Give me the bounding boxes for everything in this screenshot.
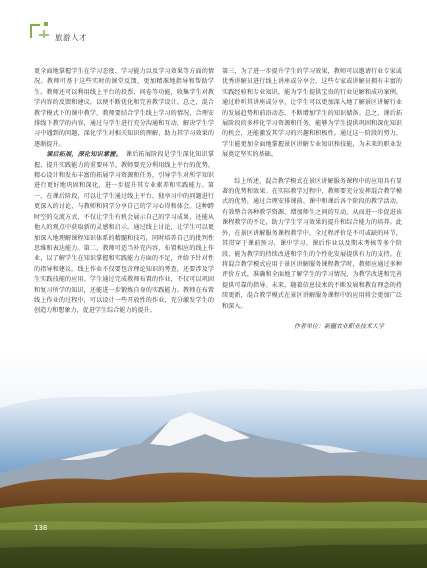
- body-paragraph: 第三，为了进一步提升学生的学习效果，教师可以邀请行业专家或优秀讲解员进行线上讲座或分享会，这些专家或讲解员拥有丰富的实践经验和专业知识，能为学生提供宝贵的行业见解和成功案例。通过聆听其讲座或分享，让学生可以更加深入地了解景区讲解行业的发展趋势和前沿动态，不断增加学生的知识储备。总之，课后拓展阶段的多样化学习资源和任务，能够为学生提供巩固和深化知识的机会，还能激发其学习的兴趣和积极性。通过这一阶段的努力，学生能更加全面地掌握景区讲解专业知识和技能，为未来的职业发展奠定坚实的基础。: [222, 68, 402, 159]
- body-paragraph: 课后拓展阶段是学生深化知识掌握、提升实践能力的重要环节。教师要充分利用线上平台的优势，精心设计和发布丰富的拓展学习资源和任务，引导学生对所学知识进行更好地巩固和深化，进一步提升其专业素养和实践能力。第一，在课后阶段，可以让学生通过线上平台，独享习中的问题进行更深入的讨论，与教师和同学分享自己的学习心得和体会。这种跨时空的交流方式，不仅让学生有机会展示自己的学习成果，还能从他人的观点中获取新的灵感和启示。通过线上讨论，让学生可以更加深入地理解课程知识体系的精髓和技巧，同时培养自己的批判性思维和表达能力。第二，教师可适当补充内容，布置相应的线上作业，以了解学生在知识掌握和实践能力方面的不足，并给予针对性的指导和建议。线上作业不仅要包含理论知识的考查，还要涉及学生实践技能的应用。学生通过完成教师布置的作业，不仅可以巩固和复习所学的知识，还能进一步锻炼自身的实践能力。教师在布置线上作业的过程中，可以设计一些开放性的作业，充分激发学生的创造力和想象力，促进学生综合能力的提升。: [34, 151, 215, 315]
- section-subheading: 课后拓展，深化知识掌握。: [46, 151, 122, 159]
- author-affiliation: 作者单位：新疆农业职业技术大学: [293, 322, 384, 330]
- mountain-landscape-photo: [0, 348, 427, 568]
- magazine-header: [0, 0, 427, 48]
- conclusion-paragraph: 综上所述，混合教学模式在景区讲解服务课程中的应用具有显著的优势和效果。在实际教学过程中，教师要充分发挥混合教学模式的优势，通过合理安排课前、课中和课后各个阶段的教学活动，有效整合各种教学资源，增加师生之间的互动，从而进一步促进该课程教学的不足，助力学生学习效果的提升和综合能力的培养。此外，在景区讲解服务课程教学中，全过程评价是不可或缺的环节，其贯穿于课前预习、课中学习、课后作业以及期末考核等多个阶段，能为教学的持续改进和学生的个性化发展提供有力的支持。在将混合教学模式应用于景区讲解服务课程教学时，教师应通过多种评价方式，准确和全面地了解学生的学习情况，为教学改进和完善提供可靠的指导。未来，随着信息技术的不断发展和教育理念的持续更新，混合教学模式在景区讲解服务课程中的应用将会更加广泛和深入。: [222, 177, 402, 310]
- magazine-name: 旅游人才: [55, 33, 87, 42]
- page-number: 138: [34, 524, 48, 532]
- magazine-logo-icon: [30, 22, 50, 42]
- body-paragraph: 更全面地掌握学生在学习态度、学习能力以及学习效果等方面的情况。教师可基于这些实时的课堂反馈，更加精准地指导和帮助学生。教师还可以利用线上平台的投票、问卷等功能，收集学生对教学内容的反馈和建议，以便不断优化和完善教学设计。总之，混合教学模式下的课中教学，教师要结合学生线上学习的情况，合理安排线下教学的内容，通过与学生进行充分沟通和互动，解决学生学习中遇到的问题，深化学生对相关知识的理解，助力其学习效果的逐渐提升。: [34, 68, 214, 148]
- article-left-column: [34, 67, 214, 317]
- article-right-column: [222, 67, 402, 332]
